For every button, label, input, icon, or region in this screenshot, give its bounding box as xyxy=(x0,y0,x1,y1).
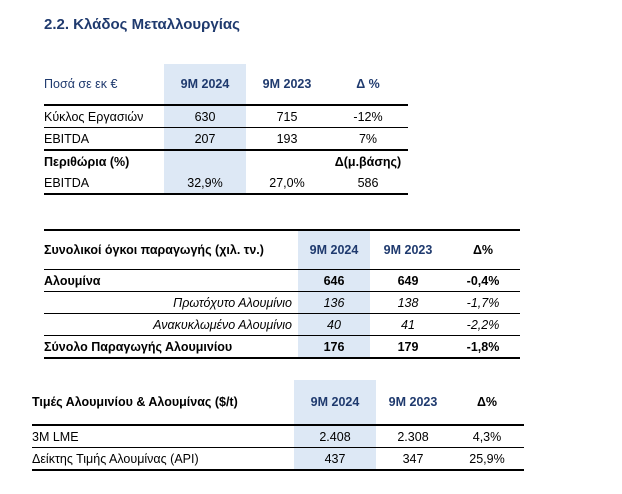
cell-value: 136 xyxy=(298,292,370,314)
cell-value: 2.408 xyxy=(294,425,376,448)
cell-value: 630 xyxy=(164,105,246,128)
cell-value: -2,2% xyxy=(446,314,520,336)
table-header-row xyxy=(44,230,520,270)
margins-header-row xyxy=(44,150,408,172)
cell-value: 4,3% xyxy=(450,425,524,448)
cell-value: 649 xyxy=(370,270,446,292)
table-total-row xyxy=(44,336,520,359)
column-header: 9M 2023 xyxy=(246,64,328,105)
column-header: 9M 2023 xyxy=(370,230,446,270)
aluminium-prices-table xyxy=(32,380,524,471)
cell-value: -1,7% xyxy=(446,292,520,314)
metallurgy-financials-table xyxy=(44,64,408,195)
column-header: Συνολικοί όγκοι παραγωγής (χιλ. τν.) xyxy=(44,230,298,270)
row-label: EBITDA xyxy=(44,128,164,151)
row-label: Δείκτης Τιμής Αλουμίνας (API) xyxy=(32,448,294,471)
column-header: 9M 2024 xyxy=(298,230,370,270)
cell-value: -1,8% xyxy=(446,336,520,359)
cell-value: 41 xyxy=(370,314,446,336)
cell-value: 138 xyxy=(370,292,446,314)
cell-value: 32,9% xyxy=(164,172,246,194)
cell-value: 586 xyxy=(328,172,408,194)
table-row xyxy=(44,128,408,151)
production-volumes-table xyxy=(44,229,520,359)
table-row xyxy=(44,270,520,292)
table-row xyxy=(44,314,520,336)
table-row xyxy=(32,448,524,471)
row-label: Κύκλος Εργασιών xyxy=(44,105,164,128)
cell-value: 40 xyxy=(298,314,370,336)
row-label: Ανακυκλωμένο Αλουμίνιο xyxy=(44,314,298,336)
row-label: 3M LME xyxy=(32,425,294,448)
table-row xyxy=(44,105,408,128)
table-header-row xyxy=(32,380,524,425)
column-header: Δ% xyxy=(450,380,524,425)
cell-value: 27,0% xyxy=(246,172,328,194)
column-header: Δ% xyxy=(446,230,520,270)
cell-value: 347 xyxy=(376,448,450,471)
table-row xyxy=(44,172,408,194)
cell-value: 437 xyxy=(294,448,376,471)
column-header: 9M 2024 xyxy=(164,64,246,105)
cell-value: 176 xyxy=(298,336,370,359)
cell-value: 7% xyxy=(328,128,408,151)
column-header: Τιμές Αλουμινίου & Αλουμίνας ($/t) xyxy=(32,380,294,425)
table-row xyxy=(32,425,524,448)
column-header: Ποσά σε εκ € xyxy=(44,64,164,105)
cell-value: 646 xyxy=(298,270,370,292)
cell-value: 2.308 xyxy=(376,425,450,448)
margins-delta-header: Δ(μ.βάσης) xyxy=(334,154,402,169)
cell-value: 193 xyxy=(246,128,328,151)
cell-value: 25,9% xyxy=(450,448,524,471)
cell-value: -12% xyxy=(328,105,408,128)
section-title: 2.2. Κλάδος Μεταλλουργίας xyxy=(44,16,240,33)
column-header: 9M 2024 xyxy=(294,380,376,425)
table-header-row xyxy=(44,64,408,105)
row-label: EBITDA xyxy=(44,172,164,194)
column-header: 9M 2023 xyxy=(376,380,450,425)
cell-value: 715 xyxy=(246,105,328,128)
margins-label: Περιθώρια (%) xyxy=(44,154,130,169)
cell-value: -0,4% xyxy=(446,270,520,292)
table-row xyxy=(44,292,520,314)
row-label: Αλουμίνα xyxy=(44,270,298,292)
row-label: Σύνολο Παραγωγής Αλουμινίου xyxy=(44,336,298,359)
cell-value: 207 xyxy=(164,128,246,151)
row-label: Πρωτόχυτο Αλουμίνιο xyxy=(44,292,298,314)
cell-value: 179 xyxy=(370,336,446,359)
column-header: Δ % xyxy=(328,64,408,105)
